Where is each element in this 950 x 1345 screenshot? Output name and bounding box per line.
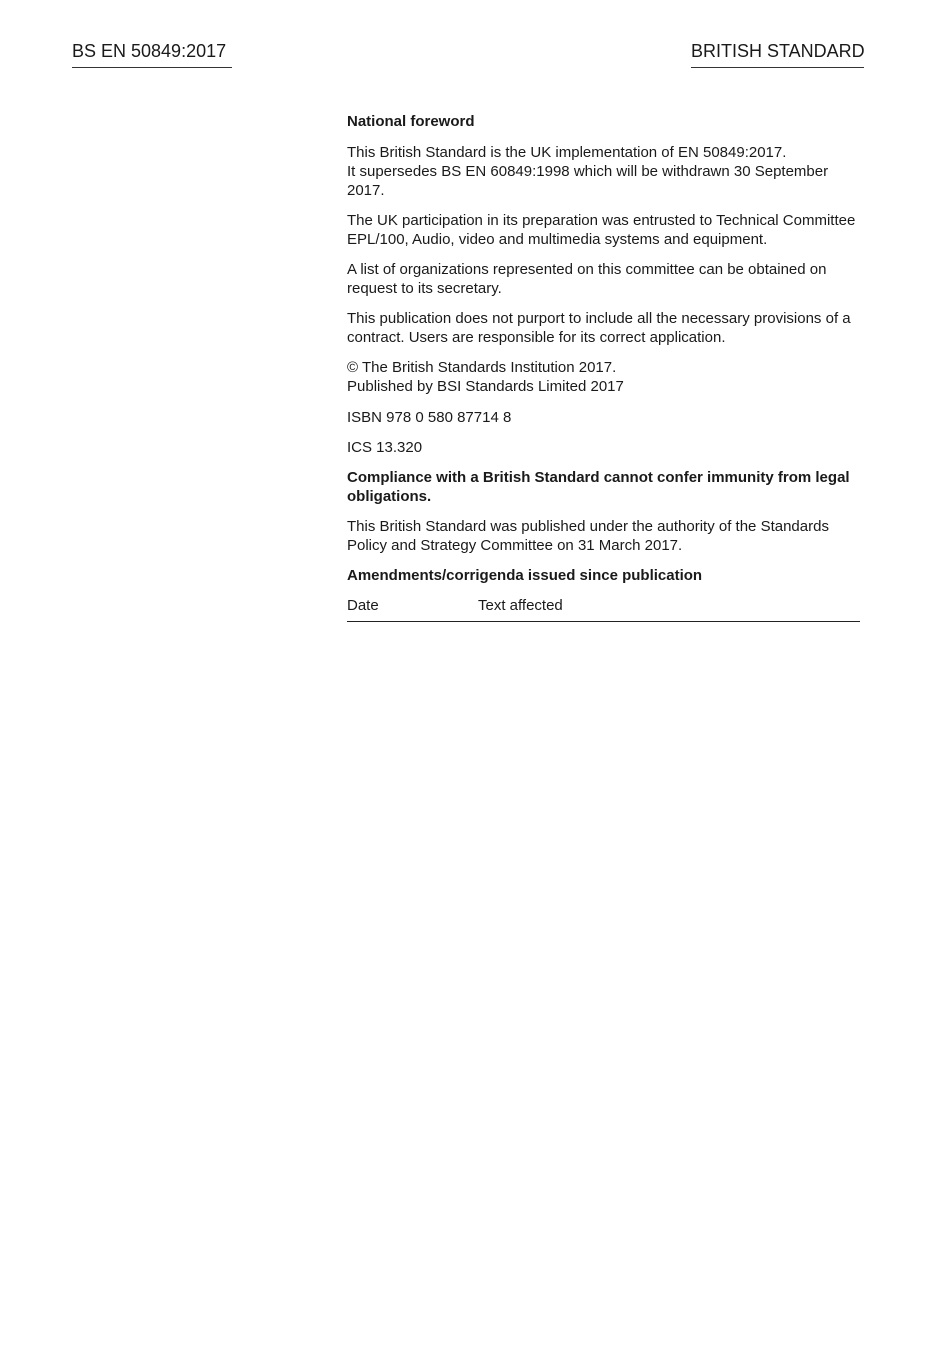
isbn: ISBN 978 0 580 87714 8 (347, 409, 512, 426)
copyright-notice: © The British Standards Institution 2017. Published by BSI Standards Limited 2017 (347, 359, 624, 395)
compliance-notice: Compliance with a British Standard cannot confer immunity from legal obligations. (347, 469, 850, 505)
organizations-paragraph: A list of organizations represented on this committee can be obtained on request to its secretary. (347, 261, 827, 297)
implementation-paragraph: This British Standard is the UK implementation of EN 50849:2017. It supersedes BS EN 60849:1998 which will be withdrawn 30 September 2017. (347, 144, 829, 199)
contract-disclaimer-paragraph: This publication does not purport to include all the necessary provisions of a contract. Users are responsible for its correct application. (347, 310, 851, 346)
foreword-heading: National foreword (347, 113, 475, 130)
authority-paragraph: This British Standard was published under the authority of the Standards Policy and Strategy Committee on 31 March 2017. (347, 518, 829, 554)
national-foreword-section (347, 112, 861, 622)
ics-code: ICS 13.320 (347, 439, 423, 456)
amendments-header-row (347, 596, 860, 622)
amendments-table (347, 596, 860, 622)
series-label-header: BRITISH STANDARD (691, 40, 864, 68)
committee-paragraph: The UK participation in its preparation was entrusted to Technical Committee EPL/100, Audio, video and multimedia systems and equipment. (347, 212, 856, 248)
date-column-header: Date (347, 596, 478, 622)
document-id-header: BS EN 50849:2017 (72, 40, 232, 68)
text-affected-column-header: Text affected (478, 596, 860, 622)
amendments-heading: Amendments/corrigenda issued since publication (347, 567, 703, 584)
